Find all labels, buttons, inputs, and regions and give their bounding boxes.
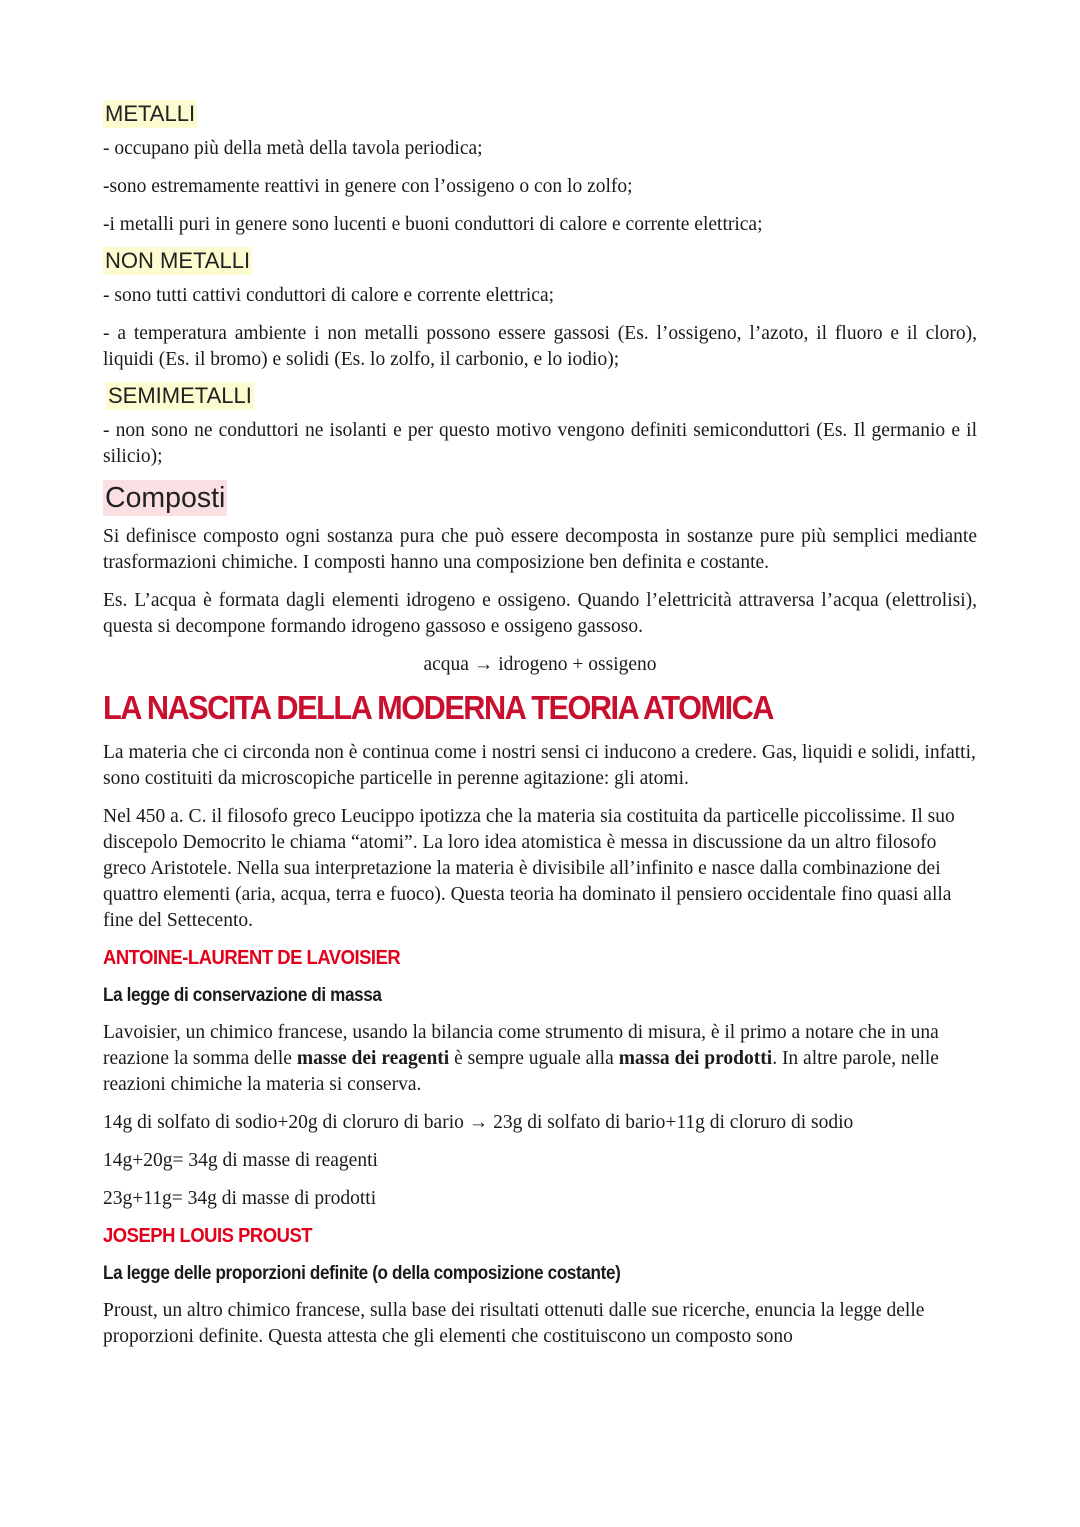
non-metalli-item: - sono tutti cattivi conduttori di calore e corrente elettrica; [103, 285, 555, 306]
composti-equation: acqua → idrogeno + ossigeno [423, 654, 657, 675]
lavoisier-law-heading: La legge di conservazione di massa [103, 985, 382, 1006]
non-metalli-section [103, 247, 977, 276]
composti-heading: Composti [105, 482, 226, 514]
semimetalli-heading: SEMIMETALLI [108, 383, 252, 408]
document-page [103, 100, 977, 1362]
proust-text: Proust, un altro chimico francese, sulla base dei risultati ottenuti dalle sue ricerche, enuncia la legge delle proporzioni definite. Questa attesta che gli elementi che costituiscono un composto sono [103, 1300, 925, 1347]
bold-massa-prodotti: massa dei prodotti [618, 1048, 773, 1069]
composti-example: Es. L’acqua è formata dagli elementi idrogeno e ossigeno. Quando l’elettricità attraversa l’acqua (elettrolisi), questa si decompone formando idrogeno gassoso e ossigeno gassoso. [103, 590, 977, 637]
proust-law-heading: La legge delle proporzioni definite (o della composizione costante) [103, 1263, 621, 1284]
lavoisier-heading: ANTOINE-LAURENT DE LAVOISIER [103, 947, 401, 969]
teoria-atomica-title: LA NASCITA DELLA MODERNA TEORIA ATOMICA [103, 689, 773, 726]
composti-definition: Si definisce composto ogni sostanza pura che può essere decomposta in sostanze pure più semplici mediante trasformazioni chimiche. I composti hanno una composizione ben definita e costante. [103, 526, 977, 573]
lavoisier-example-reaction: 14g di solfato di sodio+20g di cloruro di bario → 23g di solfato di bario+11g di cloruro di sodio [103, 1112, 854, 1133]
lavoisier-text-part: è sempre uguale alla [449, 1048, 619, 1069]
semimetalli-section [103, 382, 977, 411]
lavoisier-text [103, 1020, 977, 1098]
bold-masse-reagenti: masse dei reagenti [296, 1048, 450, 1069]
semimetalli-item: - non sono ne conduttori ne isolanti e per questo motivo vengono definiti semiconduttori (Es. Il germanio e il silicio); [103, 420, 977, 467]
teoria-atomica-history: Nel 450 a. C. il filosofo greco Leucippo ipotizza che la materia sia costituita da particelle piccolissime. Il suo discepolo Democrito le chiama “atomi”. La loro idea atomistica è messa in discussione da un altro filosofo greco Aristotele. Nella sua interpretazione la materia è divisibile all’infinito e nasce dalla combinazione dei quattro elementi (aria, acqua, terra e fuoco). Questa teoria ha dominato il pensiero occidentale fino quasi alla fine del Settecento. [103, 806, 955, 931]
metalli-section [103, 100, 977, 129]
metalli-item: -sono estremamente reattivi in genere con l’ossigeno o con lo zolfo; [103, 176, 633, 197]
lavoisier-reagents-sum: 14g+20g= 34g di masse di reagenti [103, 1150, 378, 1171]
lavoisier-products-sum: 23g+11g= 34g di masse di prodotti [103, 1188, 377, 1209]
teoria-atomica-intro: La materia che ci circonda non è continua come i nostri sensi ci inducono a credere. Gas, liquidi e solidi, infatti, sono costituiti da microscopiche particelle in perenne agitazione: gli atomi. [103, 742, 976, 789]
composti-section [103, 480, 977, 516]
lavoisier-text-part: Lavoisier, un chimico francese, usando la bilancia come strumento di misura, è il primo a notare che in una reazione la somma delle [103, 1022, 939, 1069]
non-metalli-item: - a temperatura ambiente i non metalli possono essere gassosi (Es. l’ossigeno, l’azoto, il fluoro e il cloro), liquidi (Es. il bromo) e solidi (Es. lo zolfo, il carbonio, e lo iodio); [103, 323, 977, 370]
non-metalli-heading: NON METALLI [105, 248, 251, 273]
metalli-heading: METALLI [105, 101, 196, 126]
proust-heading: JOSEPH LOUIS PROUST [103, 1225, 313, 1247]
metalli-item: -i metalli puri in genere sono lucenti e buoni conduttori di calore e corrente elettrica; [103, 214, 763, 235]
metalli-item: - occupano più della metà della tavola periodica; [103, 138, 483, 159]
lavoisier-text-part: . In altre parole, nelle reazioni chimiche la materia si conserva. [103, 1048, 939, 1095]
